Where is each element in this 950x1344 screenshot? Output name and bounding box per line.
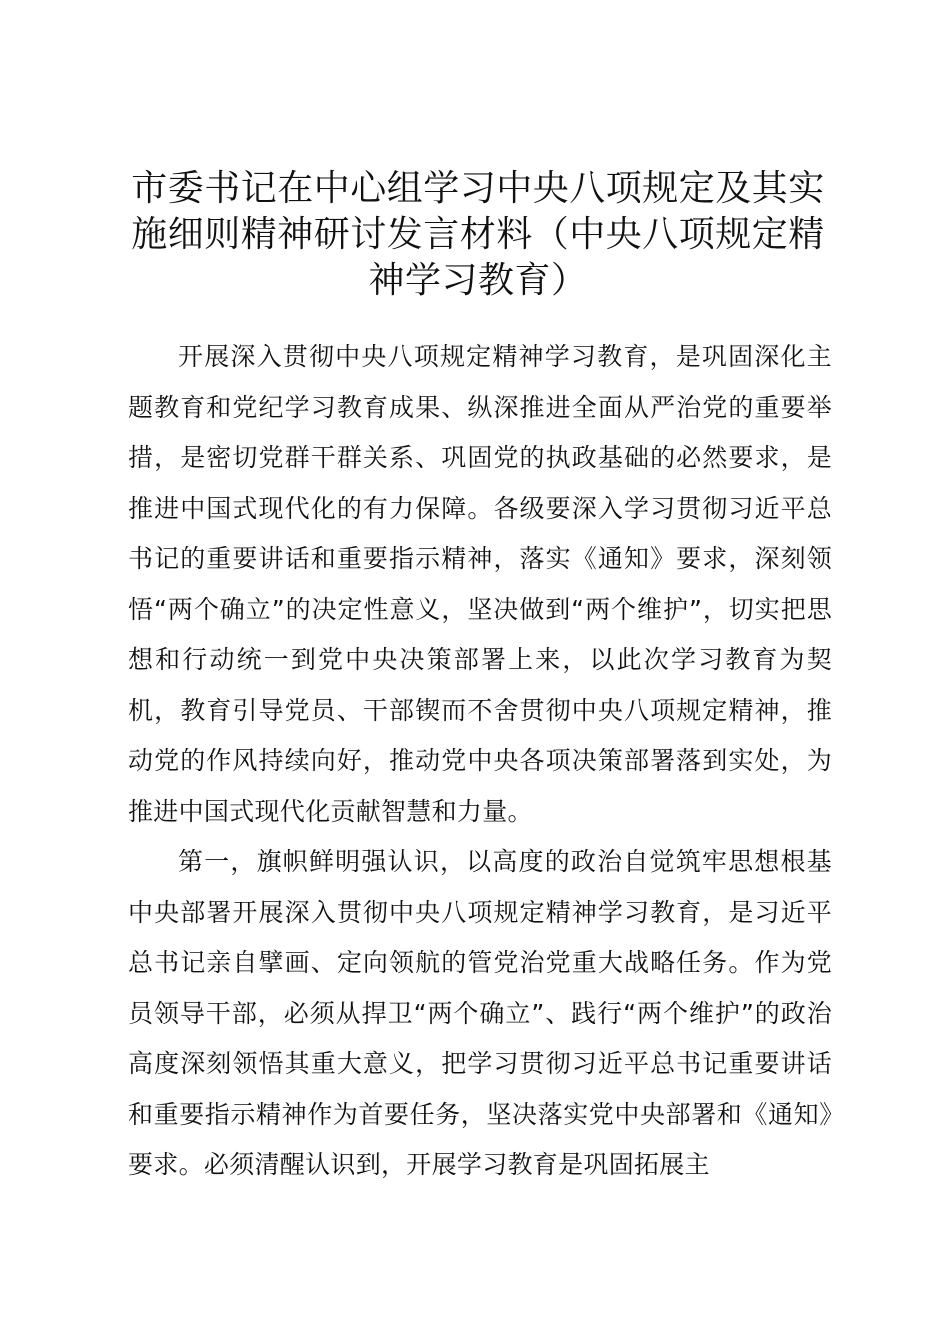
document-body [128, 332, 832, 1191]
document-title: 市委书记在中心组学习中央八项规定及其实施细则精神研讨发言材料（中央八项规定精神学习教育） [131, 168, 825, 301]
body-paragraph-2: 第一，旗帜鲜明强认识，以高度的政治自觉筑牢思想根基中央部署开展深入贯彻中央八项规定精神学习教育，是习近平总书记亲自擘画、定向领航的管党治党重大战略任务。作为党员领导干部，必须从捍卫“两个确立”、践行“两个维护”的政治高度深刻领悟其重大意义，把学习贯彻习近平总书记重要讲话和重要指示精神作为首要任务，坚决落实党中央部署和《通知》要求。必须清醒认识到，开展学习教育是巩固拓展主 [128, 847, 832, 1179]
body-paragraph-1: 开展深入贯彻中央八项规定精神学习教育，是巩固深化主题教育和党纪学习教育成果、纵深推进全面从严治党的重要举措，是密切党群干群关系、巩固党的执政基础的必然要求，是推进中国式现代化的有力保障。各级要深入学习贯彻习近平总书记的重要讲话和重要指示精神，落实《通知》要求，深刻领悟“两个确立”的决定性意义，坚决做到“两个维护”，切实把思想和行动统一到党中央决策部署上来，以此次学习教育为契机，教育引导党员、干部锲而不舍贯彻中央八项规定精神，推动党的作风持续向好，推动党中央各项决策部署落到实处，为推进中国式现代化贡献智慧和力量。 [128, 342, 832, 826]
